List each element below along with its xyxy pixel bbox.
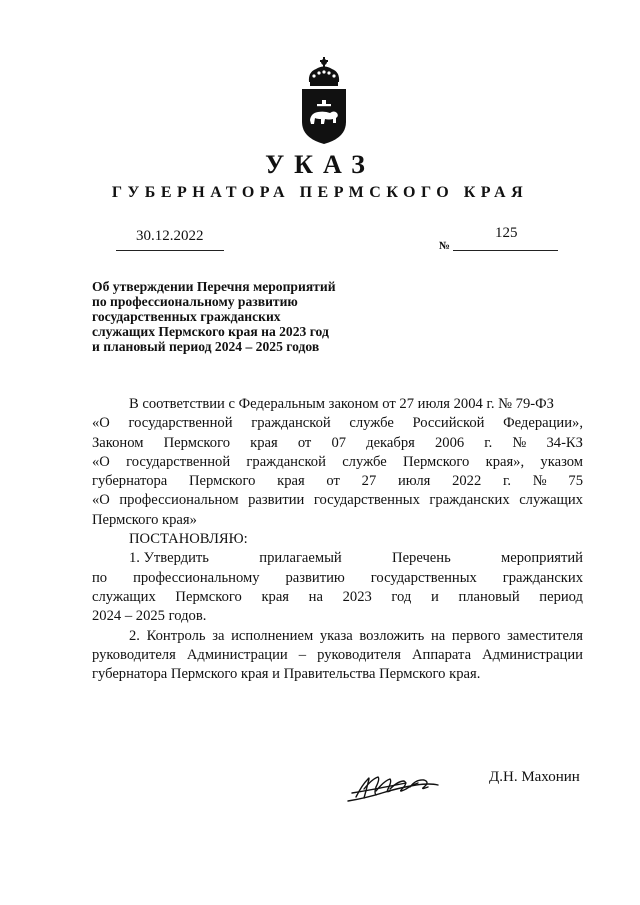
paragraph-2-line: 1. Утвердить прилагаемый Перечень мероприятий (129, 550, 583, 567)
decree-word: ПОСТАНОВЛЯЮ: (129, 531, 248, 548)
subject-line: по профессиональному развитию (92, 294, 298, 309)
document-subject (92, 279, 382, 354)
paragraph-1-line: Законом Пермского края от 07 декабря 2006 г. № 34-КЗ (92, 434, 583, 451)
signer-name: Д.Н. Махонин (489, 769, 580, 785)
paragraph-1-line: В соответствии с Федеральным законом от 27 июля 2004 г. № 79-ФЗ (129, 396, 554, 412)
number-label: № (439, 240, 451, 252)
date-underline (116, 250, 224, 251)
paragraph-2-line: 2024 – 2025 годов. (92, 608, 207, 625)
paragraph-2-line: по профессиональному развитию государственных гражданских (92, 569, 583, 586)
paragraph-3-line: губернатора Пермского края и Правительства Пермского края. (92, 666, 481, 683)
paragraph-1-line: Пермского края» (92, 511, 197, 528)
paragraph-2-line: служащих Пермского края на 2023 год и плановый период (92, 588, 583, 605)
subject-line: государственных гражданских (92, 309, 281, 324)
document-body (92, 395, 583, 684)
paragraph-1-line: «О государственной гражданской службе Пермского края», указом (92, 453, 583, 470)
paragraph-3-line: руководителя Администрации – руководителя Аппарата Администрации (92, 646, 583, 663)
paragraph-3-line: 2. Контроль за исполнением указа возложить на первого заместителя (129, 627, 583, 644)
document-date: 30.12.2022 (136, 228, 204, 244)
paragraph-1-line: «О профессиональном развитии государственных гражданских служащих (92, 492, 583, 509)
subject-line: и плановый период 2024 – 2025 годов (92, 339, 320, 354)
subject-line: Об утверждении Перечня мероприятий (92, 279, 336, 294)
handwritten-signature (346, 771, 440, 805)
paragraph-1-line: «О государственной гражданской службе Российской Федерации», (92, 415, 583, 432)
subject-line: служащих Пермского края на 2023 год (92, 324, 329, 339)
document-number: 125 (495, 225, 518, 241)
document-subtitle: ГУБЕРНАТОРА ПЕРМСКОГО КРАЯ (111, 184, 529, 201)
paragraph-1-line: губернатора Пермского края от 27 июля 2022 г. № 75 (92, 473, 583, 490)
coat-of-arms-icon (292, 56, 356, 146)
document-title: УКАЗ (265, 150, 375, 179)
number-underline (453, 250, 558, 251)
